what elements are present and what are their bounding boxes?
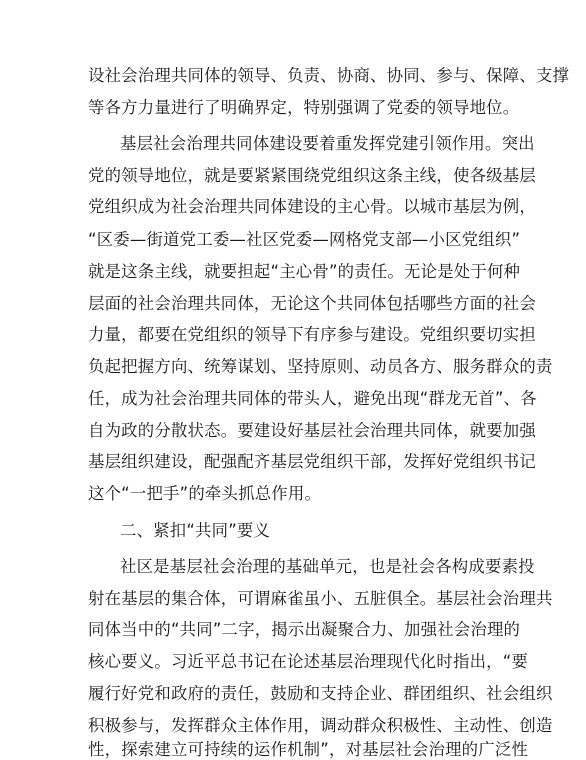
text-line: 层面的社会治理共同体，无论这个共同体包括哪些方面的社会	[88, 294, 536, 313]
text-line: 党组织成为社会治理共同体建设的主心骨。以城市基层为例，	[88, 197, 536, 216]
text-line: 设社会治理共同体的领导、负责、协商、协同、参与、保障、支撑	[88, 66, 570, 85]
text-line: 基层组织建设，配强配齐基层党组织干部，发挥好党组织书记	[88, 452, 536, 471]
paragraph-first-line: 社区是基层社会治理的基础单元，也是社会各构成要素投	[120, 557, 535, 576]
text-line: 这个“一把手”的牵头抓总作用。	[88, 484, 322, 503]
text-line: 力量，都要在党组织的领导下有序参与建设。党组织要切实担	[88, 325, 536, 344]
text-line: 性，探索建立可持续的运作机制”，对基层社会治理的广泛性	[88, 740, 529, 759]
text-line: 履行好党和政府的责任，鼓励和支持企业、群团组织、社会组织	[88, 684, 553, 703]
text-line: 任，成为社会治理共同体的带头人，避免出现“群龙无首”、各	[88, 389, 537, 408]
text-line: 自为政的分散状态。要建设好基层社会治理共同体，就要加强	[88, 421, 536, 440]
text-line: 等各方力量进行了明确界定，特别强调了党委的领导地位。	[88, 98, 520, 117]
text-line: 射在基层的集合体，可谓麻雀虽小、五脏俱全。基层社会治理共	[88, 589, 553, 608]
text-line: 负起把握方向、统筹谋划、坚持原则、动员各方、服务群众的责	[88, 357, 553, 376]
paragraph-first-line: 基层社会治理共同体建设要着重发挥党建引领作用。突出	[120, 134, 535, 153]
text-line: 同体当中的“共同”二字，揭示出凝聚合力、加强社会治理的	[88, 620, 521, 639]
text-line: 就是这条主线，就要担起“主心骨”的责任。无论是处于何种	[88, 262, 521, 281]
text-line: 核心要义。习近平总书记在论述基层治理现代化时指出，“要	[88, 652, 529, 671]
text-line: 积极参与，发挥群众主体作用，调动群众积极性、主动性、创造	[88, 716, 553, 735]
text-line: “区委—街道党工委—社区党委—网格党支部—小区党组织”	[88, 230, 521, 249]
section-heading: 二、紧扣“共同”要义	[120, 521, 271, 540]
text-line: 党的领导地位，就是要紧紧围绕党组织这条主线，使各级基层	[88, 166, 536, 185]
